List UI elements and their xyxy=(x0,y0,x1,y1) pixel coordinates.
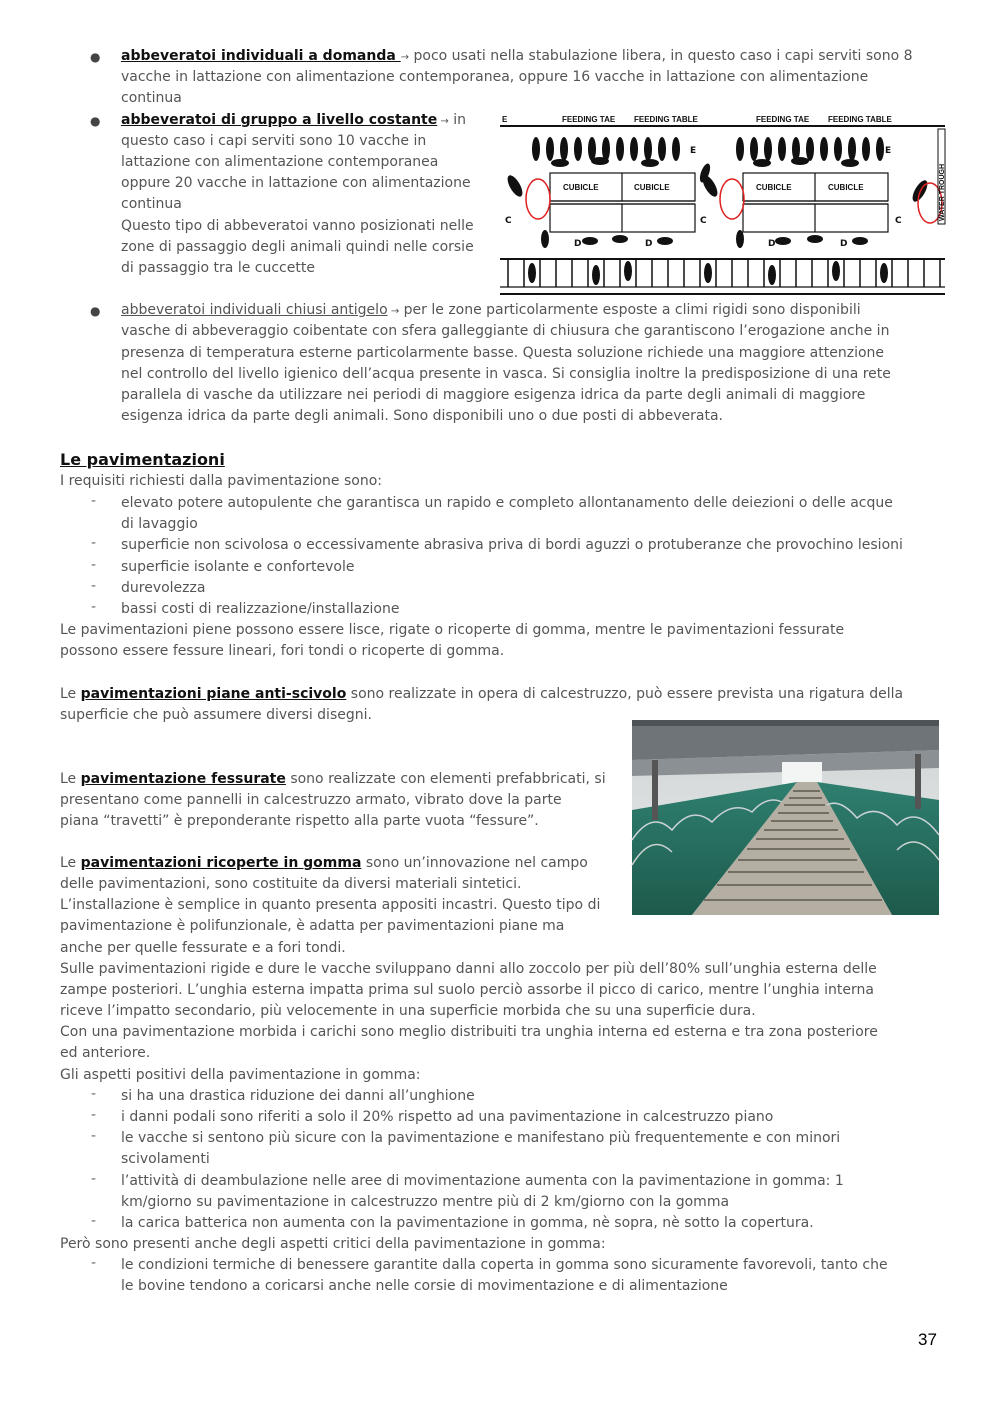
svg-text:E: E xyxy=(885,146,892,156)
arrow-icon: → xyxy=(387,306,400,317)
anti-line-2: superficie che può assumere diversi disegni. xyxy=(60,707,372,723)
bullet-1-line: vacche in lattazione con alimentazione contemporanea, oppure 16 vacche in lattazione con alimentazione xyxy=(121,69,869,85)
positivo-line: le vacche si sentono più sicure con la pavimentazione e manifestano più frequentemente e con minori xyxy=(121,1130,841,1146)
requisito-line: superficie non scivolosa o eccessivamente abrasiva priva di bordi aguzzi o protuberanze che provochino lesioni xyxy=(121,537,903,553)
dash-marker: - xyxy=(91,578,97,594)
diagram-label: CUBICLE xyxy=(563,183,599,192)
svg-text:C: C xyxy=(700,216,707,226)
intro-text: I requisiti richiesti dalla pavimentazione sono: xyxy=(60,473,383,489)
dash-marker: - xyxy=(91,1107,97,1123)
bullet-2-line: zone di passaggio degli animali quindi nelle corsie xyxy=(121,239,474,255)
dash-marker: - xyxy=(91,1128,97,1144)
gomma-line-1: Le pavimentazioni ricoperte in gomma sono un’innovazione nel campo xyxy=(60,855,588,871)
para-line: Le pavimentazioni piene possono essere lisce, rigate o ricoperte di gomma, mentre le pavimentazioni fessurate xyxy=(60,622,845,638)
bullet-3-line: nel controllo del livello igienico dell’acqua presente in vasca. Si consiglia inoltre la predisposizione di una rete xyxy=(121,366,891,382)
positivo-line: si ha una drastica riduzione dei danni all’unghione xyxy=(121,1088,475,1104)
positivo-line: la carica batterica non aumenta con la pavimentazione in gomma, nè sopra, nè sotto la copertura. xyxy=(121,1215,814,1231)
bullet-3-line-1: abbeveratoi individuali chiusi antigelo → per le zone particolarmente esposte a climi rigidi sono disponibili xyxy=(121,302,861,318)
dash-marker: - xyxy=(91,1086,97,1102)
fess-line: piana “travetti” è preponderante rispetto alla parte vuota “fessure”. xyxy=(60,813,539,829)
gomma-line: Con una pavimentazione morbida i carichi sono meglio distribuiti tra unghia interna ed esterna e tra zona posteriore xyxy=(60,1024,878,1040)
bullet-3-title: abbeveratoi individuali chiusi antigelo xyxy=(121,302,388,318)
svg-text:E: E xyxy=(690,146,697,156)
dash-marker: - xyxy=(91,557,97,573)
diagram-label: WATER TROUGH xyxy=(939,163,946,221)
bullet-2-line: oppure 20 vacche in lattazione con alimentazione xyxy=(121,175,471,191)
positivo-line: l’attività di deambulazione nelle aree di movimentazione aumenta con la pavimentazione in gomma: 1 xyxy=(121,1173,844,1189)
floor-photo-svg xyxy=(632,720,939,915)
diagram-label: CUBICLE xyxy=(756,183,792,192)
bullet-3-line: vasche di abbeveraggio coibentate con sfera galleggiante di chiusura che garantiscono l’erogazione anche in xyxy=(121,323,890,339)
bullet-3-line: parallela di vasche da utilizzare nei periodi di maggiore esigenza idrica da parte degli animali di maggiore xyxy=(121,387,866,403)
arrow-icon: → xyxy=(400,52,410,63)
gomma-line: zampe posteriori. L’unghia esterna impatta prima sul suolo perciò assorbe il picco di carico, mentre l’unghia interna xyxy=(60,982,874,998)
fess-term: pavimentazione fessurate xyxy=(80,771,286,787)
requisito-line: elevato potere autopulente che garantisca un rapido e completo allontanamento delle deiezioni o delle acque xyxy=(121,495,893,511)
critici-intro: Però sono presenti anche degli aspetti critici della pavimentazione in gomma: xyxy=(60,1236,606,1252)
arrow-icon: → xyxy=(437,116,449,127)
dash-marker: - xyxy=(91,535,97,551)
barn-diagram-svg xyxy=(500,111,945,297)
svg-text:D: D xyxy=(768,239,776,249)
gomma-line: anche per quelle fessurate e a fori tondi. xyxy=(60,940,346,956)
gomma-line: delle pavimentazioni, sono costituite da diversi materiali sintetici. xyxy=(60,876,522,892)
diagram-label: CUBICLE xyxy=(828,183,864,192)
bullet-2-line: continua xyxy=(121,196,182,212)
gomma-term: pavimentazioni ricoperte in gomma xyxy=(80,855,362,871)
anti-term: pavimentazioni piane anti-scivolo xyxy=(80,686,347,702)
critico-line: le bovine tendono a coricarsi anche nelle corsie di movimentazione e di alimentazione xyxy=(121,1278,728,1294)
requisito-line: superficie isolante e confortevole xyxy=(121,559,355,575)
svg-text:C: C xyxy=(505,216,512,226)
svg-text:E: E xyxy=(502,115,508,124)
barn-layout-diagram xyxy=(500,111,945,297)
bullet-2-line: questo caso i capi serviti sono 10 vacche in xyxy=(121,133,427,149)
dash-marker: - xyxy=(91,1213,97,1229)
positivo-line: scivolamenti xyxy=(121,1151,210,1167)
bullet-3-line: esigenza idrica da parte degli animali. Sono disponibili uno o due posti di abbeverata. xyxy=(121,408,723,424)
requisito-line: bassi costi di realizzazione/installazione xyxy=(121,601,400,617)
diagram-label: FEEDING TAE xyxy=(562,115,616,124)
fess-line-1: Le pavimentazione fessurate sono realizzate con elementi prefabbricati, si xyxy=(60,771,606,787)
bullet-2-line: di passaggio tra le cuccette xyxy=(121,260,315,276)
gomma-line: pavimentazione è polifunzionale, è adatta per pavimentazioni piane ma xyxy=(60,918,565,934)
dash-marker: - xyxy=(91,1171,97,1187)
diagram-label: CUBICLE xyxy=(634,183,670,192)
svg-text:D: D xyxy=(645,239,653,249)
bullet-dot: ● xyxy=(90,50,101,64)
page-number: 37 xyxy=(918,1330,937,1349)
bullet-1-line-1: abbeveratoi individuali a domanda → poco usati nella stabulazione libera, in questo caso i capi serviti sono 8 xyxy=(121,48,913,64)
bullet-2-title: abbeveratoi di gruppo a livello costante xyxy=(121,112,438,128)
bullet-3-line: presenza di temperatura esterne particolarmente basse. Questa soluzione richiede una maggiore attenzione xyxy=(121,345,885,361)
dash-marker: - xyxy=(91,493,97,509)
requisito-line: durevolezza xyxy=(121,580,206,596)
critico-line: le condizioni termiche di benessere garantite dalla coperta in gomma sono sicuramente favorevoli, tanto che xyxy=(121,1257,888,1273)
svg-text:C: C xyxy=(895,216,902,226)
dash-marker: - xyxy=(91,599,97,615)
svg-text:D: D xyxy=(574,239,582,249)
positivo-line: i danni podali sono riferiti a solo il 20% rispetto ad una pavimentazione in calcestruzzo piano xyxy=(121,1109,774,1125)
section-title: Le pavimentazioni xyxy=(60,450,225,469)
bullet-2-line: Questo tipo di abbeveratoi vanno posizionati nelle xyxy=(121,218,474,234)
gomma-line: ed anteriore. xyxy=(60,1045,151,1061)
diagram-label: FEEDING TABLE xyxy=(828,115,892,124)
bullet-1-title: abbeveratoi individuali a domanda xyxy=(121,48,401,64)
svg-text:D: D xyxy=(840,239,848,249)
gomma-line: riceve l’impatto secondario, più velocemente in una superficie morbida che su una superficie dura. xyxy=(60,1003,756,1019)
gomma-line: L’installazione è semplice in quanto presenta appositi incastri. Questo tipo di xyxy=(60,897,601,913)
bullet-dot: ● xyxy=(90,304,101,318)
dash-marker: - xyxy=(91,1255,97,1271)
gomma-line: Gli aspetti positivi della pavimentazione in gomma: xyxy=(60,1067,421,1083)
gomma-line: Sulle pavimentazioni rigide e dure le vacche sviluppano danni allo zoccolo per più dell’80% sull’unghia esterna delle xyxy=(60,961,877,977)
anti-line-1: Le pavimentazioni piane anti-scivolo sono realizzate in opera di calcestruzzo, può essere prevista una rigatura della xyxy=(60,686,904,702)
slatted-floor-photo xyxy=(632,720,939,915)
diagram-label: FEEDING TABLE xyxy=(634,115,698,124)
para-line: possono essere fessure lineari, fori tondi o ricoperte di gomma. xyxy=(60,643,505,659)
bullet-dot: ● xyxy=(90,114,101,128)
fess-line: presentano come pannelli in calcestruzzo armato, vibrato dove la parte xyxy=(60,792,562,808)
bullet-1-line: continua xyxy=(121,90,182,106)
diagram-label: FEEDING TAE xyxy=(756,115,810,124)
positivo-line: km/giorno su pavimentazione in calcestruzzo mentre più di 2 km/giorno con la gomma xyxy=(121,1194,730,1210)
requisito-line: di lavaggio xyxy=(121,516,198,532)
bullet-2-line-1: abbeveratoi di gruppo a livello costante → in xyxy=(121,112,467,128)
bullet-2-line: lattazione con alimentazione contemporanea xyxy=(121,154,439,170)
